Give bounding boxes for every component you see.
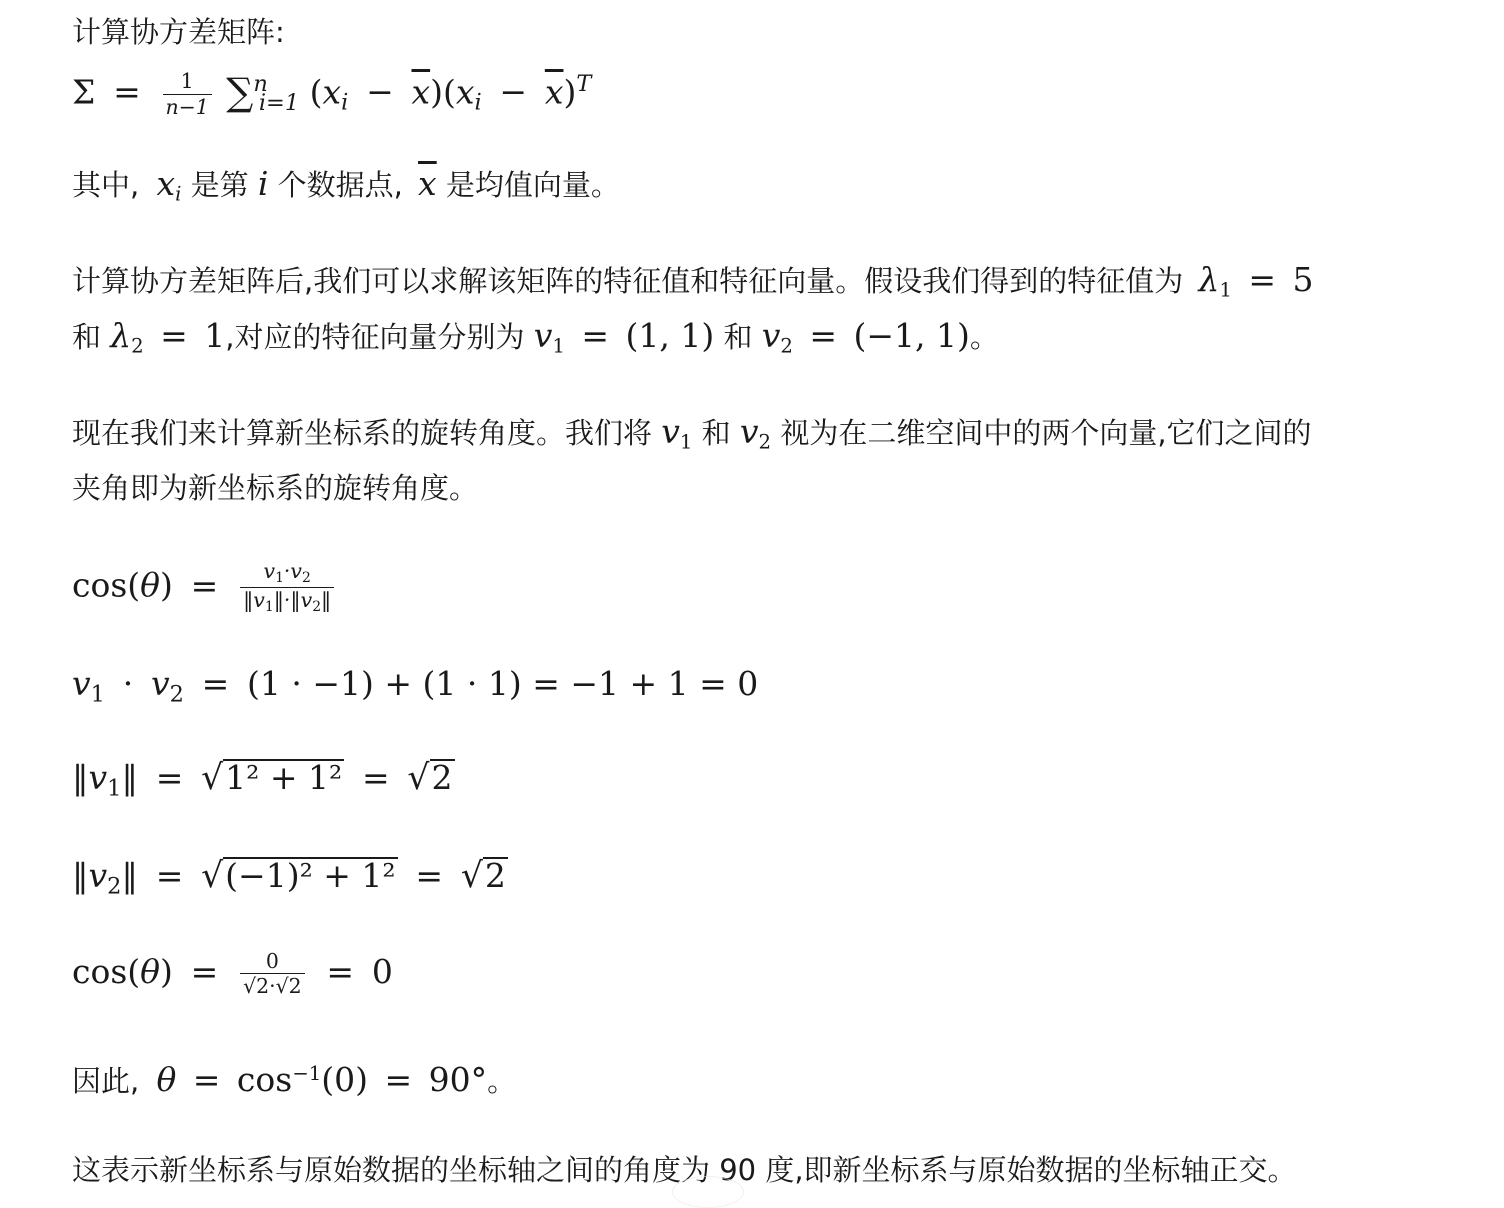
cos-formula [72,560,338,615]
equals-final: = [192,1059,221,1099]
lambda-2-value: 1 [204,316,226,355]
var-x: x [322,72,342,112]
v1-symbol: v [533,316,553,355]
v1-norm: v [88,758,108,797]
acos-arg: (0) [321,1059,368,1099]
fraction-cos [240,560,334,615]
fraction-one-over-n-minus-1 [163,70,212,118]
norm-open-2: ‖ [72,856,89,895]
text-he-2: 和 [723,320,753,354]
sum-symbol: ∑ [226,70,254,115]
eigen-line-2 [72,316,999,367]
var-x-bar-def: $\overline{x}$ [418,164,437,203]
v1-norm-sub: 1 [107,775,122,802]
lambda-1: λ [1198,260,1220,299]
sum-upper-limit: n [253,71,268,97]
text-orthogonal: 这表示新坐标系与原始数据的坐标轴之间的角度为 90 度,即新坐标系与原始数据的坐标轴正交。 [72,1153,1297,1187]
fraction-zero-over-sqrt [240,950,305,998]
v1-value: (1, 1) [625,316,715,355]
dot-operator: · [122,664,134,703]
v2-symbol: v [761,316,781,355]
sqrt-norm1-arg: 1² + 1² [225,758,343,797]
equals-cos-3: = [326,951,355,991]
equals-norm1: = [155,758,184,797]
text-rotation-intro: 现在我们来计算新坐标系的旋转角度。我们将 [72,416,653,450]
cos-result-line [72,950,393,998]
theta-symbol-2: θ [140,951,161,991]
sqrt-two-1: √2 [407,758,453,798]
lambda-2: λ [110,316,132,355]
fraction-denominator: n−1 [163,94,212,118]
cos-label-2: cos [72,951,128,991]
sqrt-denominator: √2·√2 [240,973,305,997]
sum-lower-limit: i=1 [258,89,300,116]
sqrt-norm2: √(−1)² + 1² [201,856,396,896]
equals-cos: = [190,565,219,605]
sub-i: i [341,89,349,116]
equals-cos-2: = [190,951,219,991]
v2-sub: 2 [780,334,793,358]
norm-open-1: ‖ [72,758,89,797]
term-paren-1: ( [309,72,323,112]
text-period: 。 [969,320,999,354]
text-angle-is-rotation: 夹角即为新坐标系的旋转角度。 [72,471,479,505]
v2-norm: v [88,856,108,895]
text-covariance-heading: 计算协方差矩阵: [72,15,285,49]
dot-product-expr: (1 · −1) + (1 · 1) = −1 + 1 = 0 [247,664,759,703]
v2-symbol-r: v [739,412,759,451]
v2-dot: v [150,664,170,703]
equals-norm1-b: = [362,758,390,797]
equals-final-2: = [384,1059,413,1099]
sqrt-norm1: √1² + 1² [201,758,343,798]
dot-product-line [72,664,758,714]
rotation-line-2 [72,468,478,508]
paren-open-2: ( [127,951,141,991]
v2-norm-sub: 2 [107,873,122,900]
text-two-vectors: 视为在二维空间中的两个向量,它们之间的 [780,416,1312,450]
var-x-2: x [455,72,475,112]
sub-i-2: i [474,89,482,116]
text-eigenvectors: ,对应的特征向量分别为 [225,320,525,354]
rotation-line-1 [72,412,1312,463]
text-shi-di: 是第 [190,168,249,202]
zero-numerator: 0 [265,949,279,973]
v1-sub: 1 [552,334,565,358]
paren-close: ) [160,565,173,605]
paren-open: ( [127,565,141,605]
var-x-bar-2: $\overline{x}$ [544,72,564,112]
text-yinci: 因此, [72,1063,140,1098]
var-x-bar: $\overline{x}$ [411,72,431,112]
lambda-1-value: 5 [1292,260,1314,299]
sqrt-norm2-arg: (−1)² + 1² [225,856,396,895]
equals-v1: = [581,316,610,355]
v2-sub-r: 2 [758,430,772,454]
v1-symbol-r: v [661,412,680,451]
minus-sign-2: − [499,72,528,112]
equals-sign: = [113,72,141,112]
angle-result: 90° [428,1059,488,1099]
norm-close-2: ‖ [121,856,138,895]
equals-norm2: = [155,856,184,895]
eigen-line-1 [72,260,1314,311]
text-period-final: 。 [487,1063,517,1098]
text-eigen-intro: 计算协方差矩阵后,我们可以求解该矩阵的特征值和特征向量。假设我们得到的特征值为 [72,264,1184,298]
inverse-sup: −1 [292,1062,322,1085]
lambda-2-sub: 2 [131,334,144,358]
norm-v2-line [72,856,508,906]
equals-norm2-b: = [415,856,444,895]
equals-dot: = [201,664,230,703]
covariance-heading [72,12,285,52]
sqrt-two-1-arg: 2 [431,758,453,797]
sqrt-two-2-arg: 2 [484,856,506,895]
text-mean-vector: 是均值向量。 [445,168,620,202]
cos-inverse-label: cos [236,1059,293,1099]
v1-sub-r: 1 [679,430,693,454]
equals-lambda1: = [1248,260,1277,299]
norm-v1-line [72,758,455,808]
cos-denominator: $‖v_1‖\cdot‖v_2‖$ [240,587,334,615]
term-paren-close-1: )( [430,72,456,112]
v1-dot-sub: 1 [90,681,105,708]
fraction-numerator: 1 [180,69,194,94]
term-paren-close-2: ) [563,72,577,112]
definition-line [72,164,620,215]
faint-watermark-mark [672,1176,744,1208]
cos-numerator: $v_1\cdot v_2$ [263,559,311,586]
equals-lambda2: = [160,316,188,355]
text-he: 和 [72,320,102,354]
transpose-T: T [576,71,592,97]
norm-close-1: ‖ [121,758,138,797]
conclusion-line [72,1054,516,1101]
minus-sign: − [366,72,394,112]
v2-dot-sub: 2 [169,681,184,708]
text-qizhong: 其中, [72,168,140,202]
paren-close-2: ) [160,951,173,991]
text-he-3: 和 [701,416,731,450]
sub-i-def: i [175,182,182,206]
v2-value: (−1, 1) [853,316,970,355]
equals-v2: = [809,316,838,355]
cos-zero-value: 0 [371,951,393,991]
v1-dot: v [72,664,91,703]
theta-symbol: θ [140,565,161,605]
lambda-1-sub: 1 [1219,278,1232,302]
sqrt-two-2: √2 [460,856,506,896]
theta-final: θ [156,1059,177,1099]
var-i: i [257,164,269,203]
sigma-symbol: Σ [72,72,96,112]
cos-label: cos [72,565,128,605]
covariance-formula [72,64,591,123]
var-xi: x [156,164,176,203]
text-data-point: 个数据点, [277,168,403,202]
